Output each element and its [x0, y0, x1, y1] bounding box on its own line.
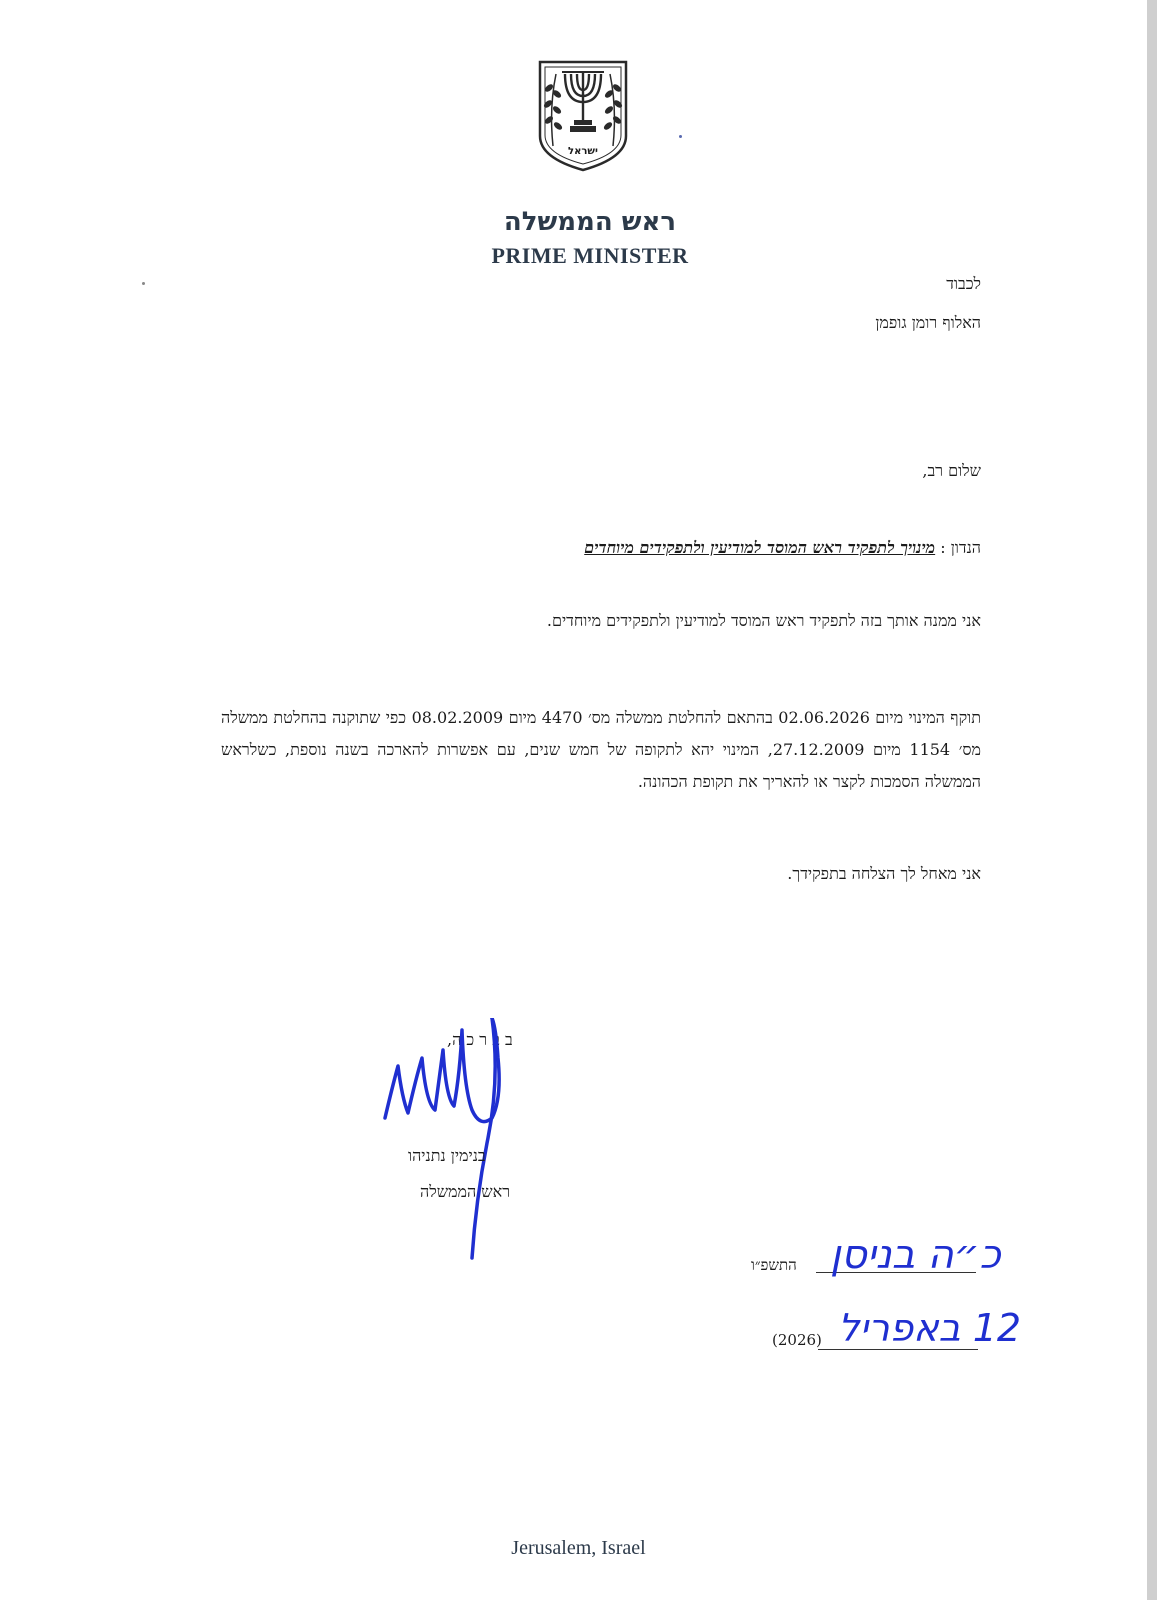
addressee-name: האלוף רומן גופמן [875, 313, 981, 332]
gregorian-year: (2026) [772, 1331, 822, 1349]
letterhead-title-english: PRIME MINISTER [491, 243, 689, 268]
hebrew-date-handwritten: כ״ה בניסן [830, 1232, 1001, 1278]
signer-name: בנימין נתניהו [408, 1146, 486, 1165]
subject-line [584, 538, 981, 558]
emblem-text: ישראל [568, 146, 598, 157]
closing-regards: ב ב ר כ ה, [447, 1030, 513, 1049]
greeting: שלום רב, [922, 461, 981, 480]
subject-text: מינויך לתפקיד ראש המוסד למודיעין ולתפקידים מיוחדים [584, 538, 936, 557]
handwritten-signature [380, 1018, 540, 1268]
hebrew-year: התשפ״ו [751, 1256, 797, 1274]
signer-title: ראש הממשלה [420, 1182, 511, 1201]
body-paragraph-2: תוקף המינוי מיום 02.06.2026 בהתאם להחלטת ממשלה מס׳ 4470 מיום 08.02.2009 כפי שתוקנה בהחלטת ממשלה מס׳ 1154 מיום 27.12.2009, המינוי יהא לתקופה של חמש שנים, עם אפשרות להארכה בשנה נוספת, כשלראש הממשלה הסמכות לקצר או להאריך את תקופת הכהונה. [221, 708, 982, 791]
body-paragraph-3: אני מאחל לך הצלחה בתפקידך. [787, 864, 981, 883]
ink-speck [679, 135, 682, 138]
footer-location: Jerusalem, Israel [511, 1537, 646, 1559]
addressee-salutation: לכבוד [946, 274, 981, 293]
page-edge-shadow [1147, 0, 1157, 1600]
gregorian-date-handwritten: 12 באפריל [838, 1306, 1022, 1350]
body-paragraph-1: אני ממנה אותך בזה לתפקיד ראש המוסד למודיעין ולתפקידים מיוחדים. [546, 611, 981, 630]
subject-label: הנדון : [940, 538, 981, 557]
letterhead-title-hebrew: ראש הממשלה [503, 207, 677, 237]
paper-speck [142, 282, 145, 285]
